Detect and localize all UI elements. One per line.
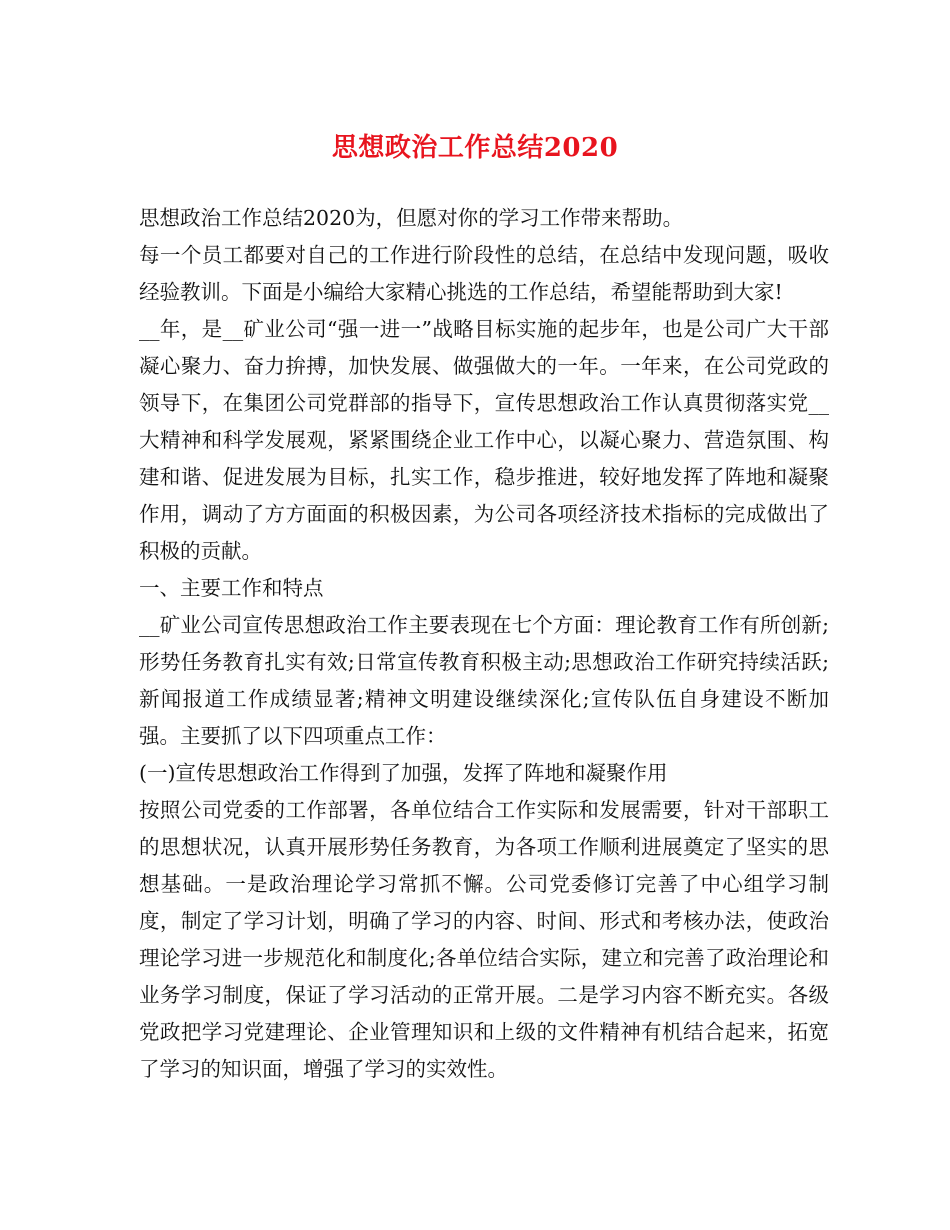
paragraph-purpose: 每一个员工都要对自己的工作进行阶段性的总结，在总结中发现问题，吸收经验教训。下面是小编给大家精心挑选的工作总结，希望能帮助到大家! <box>139 243 829 304</box>
paragraph-intro: 思想政治工作总结2020为，但愿对你的学习工作带来帮助。 <box>139 206 684 230</box>
subsection-heading-1: (一)宣传思想政治工作得到了加强，发挥了阵地和凝聚作用 <box>139 761 668 785</box>
paragraph-seven-aspects: __矿业公司宣传思想政治工作主要表现在七个方面：理论教育工作有所创新;形势任务教育扎实有效;日常宣传教育积极主动;思想政治工作研究持续活跃;新闻报道工作成绩显著;精神文明建设继续深化;宣传队伍自身建设不断加强。主要抓了以下四项重点工作： <box>139 613 829 748</box>
document-body <box>139 200 829 1088</box>
document-title: 思想政治工作总结2020 <box>331 133 619 163</box>
paragraph-overview: __年，是__矿业公司“强一进一”战略目标实施的起步年，也是公司广大干部凝心聚力、奋力拚搏，加快发展、做强做大的一年。一年来，在公司党政的领导下，在集团公司党群部的指导下，宣传思想政治工作认真贯彻落实党__大精神和科学发展观，紧紧围绕企业工作中心，以凝心聚力、营造氛围、构建和谐、促进发展为目标，扎实工作，稳步推进，较好地发挥了阵地和凝聚作用，调动了方方面面的积极因素，为公司各项经济技术指标的完成做出了积极的贡献。 <box>139 317 829 563</box>
section-heading-main-work: 一、主要工作和特点 <box>139 576 324 600</box>
paragraph-study-details: 按照公司党委的工作部署，各单位结合工作实际和发展需要，针对干部职工的思想状况，认真开展形势任务教育，为各项工作顺利进展奠定了坚实的思想基础。一是政治理论学习常抓不懈。公司党委修订完善了中心组学习制度，制定了学习计划，明确了学习的内容、时间、形式和考核办法，使政治理论学习进一步规范化和制度化;各单位结合实际，建立和完善了政治理论和业务学习制度，保证了学习活动的正常开展。二是学习内容不断充实。各级党政把学习党建理论、企业管理知识和上级的文件精神有机结合起来，拓宽了学习的知识面，增强了学习的实效性。 <box>139 798 829 1081</box>
